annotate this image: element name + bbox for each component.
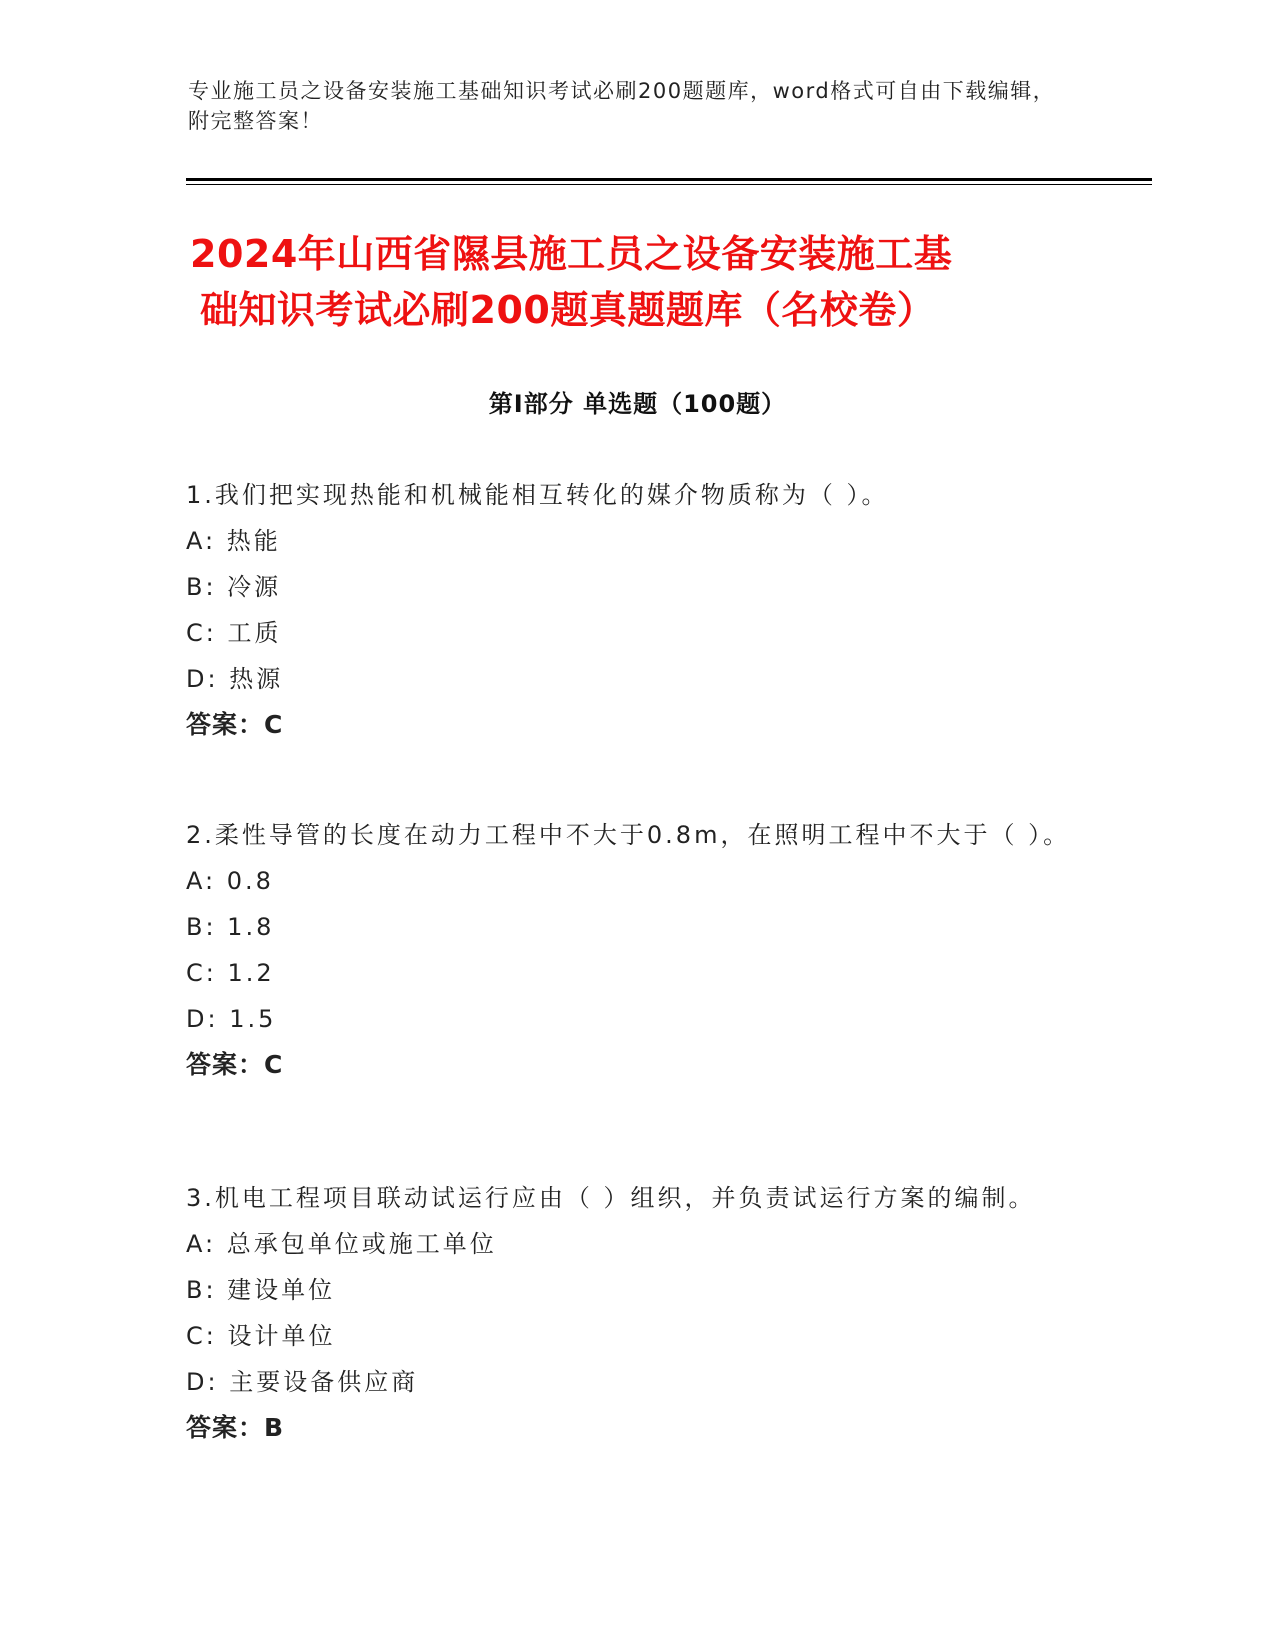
option-a: A: 总承包单位或施工单位 xyxy=(186,1230,497,1258)
header-rule-thick xyxy=(186,178,1152,181)
question-2 xyxy=(186,812,1086,1088)
document-title xyxy=(190,226,1110,338)
option-d: D: 1.5 xyxy=(186,1005,277,1033)
header-note: 专业施工员之设备安装施工基础知识考试必刷200题题库，word格式可自由下载编辑，附完整答案！ xyxy=(188,79,1056,133)
option-b: B: 1.8 xyxy=(186,913,275,941)
option-d: D: 主要设备供应商 xyxy=(186,1368,419,1396)
question-stem: 2.柔性导管的长度在动力工程中不大于0.8m，在照明工程中不大于（ ）。 xyxy=(186,821,1071,849)
answer: 答案：C xyxy=(186,710,284,739)
document-title-line-2: 础知识考试必刷200题真题题库（名校卷） xyxy=(200,288,936,332)
option-c: C: 1.2 xyxy=(186,959,275,987)
header-rule-thin xyxy=(186,184,1152,185)
option-c: C: 工质 xyxy=(186,619,282,647)
option-d: D: 热源 xyxy=(186,665,284,693)
question-stem: 3.机电工程项目联动试运行应由（ ）组织，并负责试运行方案的编制。 xyxy=(186,1184,1036,1212)
section-title: 第Ⅰ部分 单选题（100题） xyxy=(488,390,787,418)
option-b: B: 冷源 xyxy=(186,573,282,601)
option-a: A: 热能 xyxy=(186,527,281,555)
question-1 xyxy=(186,472,1086,748)
answer: 答案：C xyxy=(186,1050,284,1079)
question-stem: 1.我们把实现热能和机械能相互转化的媒介物质称为（ ）。 xyxy=(186,481,889,509)
document-title-line-1: 2024年山西省隰县施工员之设备安装施工基 xyxy=(190,232,953,276)
answer: 答案：B xyxy=(186,1413,285,1442)
option-c: C: 设计单位 xyxy=(186,1322,336,1350)
option-b: B: 建设单位 xyxy=(186,1276,336,1304)
option-a: A: 0.8 xyxy=(186,867,274,895)
question-3 xyxy=(186,1175,1086,1451)
